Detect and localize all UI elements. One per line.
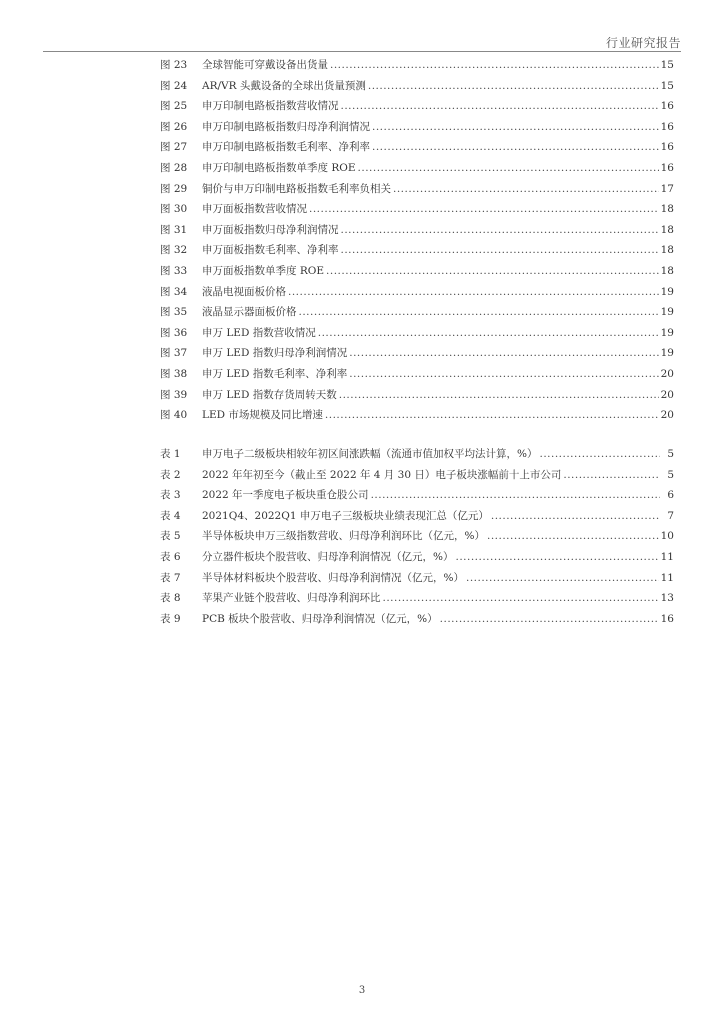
toc-row[interactable] [160,282,674,303]
toc-label: 表 2 [160,468,181,481]
toc-row[interactable] [160,609,674,630]
toc-label: 图 23 [160,59,188,71]
toc-label: 图 29 [160,182,188,195]
toc-title: 申万印制电路板指数营收情况 [202,100,339,113]
toc-page-number: 19 [660,326,674,339]
toc-page-number: 11 [660,550,674,563]
header-divider [43,51,681,52]
toc-row[interactable] [160,588,674,609]
toc-title: 申万印制电路板指数单季度 ROE [202,161,356,174]
toc-leader-dots [539,444,660,465]
toc-label: 图 34 [160,285,188,298]
toc-title: 苹果产业链个股营收、归母净利润环比 [202,592,381,605]
toc-label: 表 6 [160,550,181,563]
toc-label: 表 7 [160,571,181,584]
toc-page-number: 5 [667,468,674,481]
toc-label: 图 32 [160,244,188,257]
toc-row[interactable] [160,343,674,364]
toc-label: 图 28 [160,161,188,174]
toc-row[interactable] [160,302,674,323]
toc-title: AR/VR 头戴设备的全球出货量预测 [202,79,366,92]
toc-page-number: 7 [667,509,674,522]
toc-page-number: 6 [667,489,674,502]
toc-title: 申万电子二级板块相较年初区间涨跌幅（流通市值加权平均法计算，%） [202,448,538,460]
toc-page-number: 20 [660,388,674,401]
table-list [160,444,674,629]
toc-page-number: 18 [660,203,674,216]
toc-leader-dots [371,485,660,506]
toc-leader-dots [563,465,660,486]
toc-title: 申万面板指数营收情况 [202,203,307,216]
toc-label: 图 25 [160,100,188,113]
toc-title: 2021Q4、2022Q1 申万电子三级板块业绩表现汇总（亿元） [202,509,489,522]
toc-row[interactable] [160,364,674,385]
toc-label: 图 35 [160,306,188,319]
toc-leader-dots [358,158,659,179]
toc-label: 图 38 [160,367,188,380]
toc-page-number: 17 [660,182,674,195]
toc-leader-dots [466,568,659,589]
toc-row[interactable] [160,240,674,261]
toc-page-number: 20 [660,367,674,380]
toc-row[interactable] [160,506,674,527]
toc-leader-dots [330,55,659,76]
toc-title: 半导体材料板块个股营收、归母净利润情况（亿元，%） [202,571,464,584]
toc-leader-dots [341,240,659,261]
toc-leader-dots [349,343,658,364]
toc-label: 图 30 [160,203,188,216]
toc-leader-dots [341,220,659,241]
toc-leader-dots [393,179,659,200]
toc-page-number: 11 [660,571,674,584]
toc-title: 申万 LED 指数营收情况 [202,326,316,339]
toc-page-number: 20 [660,409,674,422]
toc-title: 液晶显示器面板价格 [202,306,297,319]
toc-label: 图 31 [160,223,188,236]
toc-row[interactable] [160,323,674,344]
toc-page-number: 13 [660,592,674,605]
toc-row[interactable] [160,465,674,486]
toc-page-number: 15 [660,79,674,92]
toc-row[interactable] [160,76,674,97]
toc-label: 图 27 [160,141,188,154]
toc-row[interactable] [160,199,674,220]
toc-title: 全球智能可穿戴设备出货量 [202,59,328,71]
toc-row[interactable] [160,158,674,179]
toc-label: 图 26 [160,120,188,133]
toc-label: 图 37 [160,347,188,360]
toc-page-number: 18 [660,244,674,257]
toc-title: 申万面板指数毛利率、净利率 [202,244,339,257]
toc-title: 申万 LED 指数毛利率、净利率 [202,367,348,380]
toc-page-number: 19 [660,306,674,319]
toc-leader-dots [491,506,660,527]
toc-page-number: 18 [660,223,674,236]
toc-row[interactable] [160,220,674,241]
toc-page-number: 16 [660,612,674,625]
toc-label: 表 8 [160,592,181,605]
toc-leader-dots [288,282,659,303]
toc-row[interactable] [160,179,674,200]
toc-title: 申万面板指数归母净利润情况 [202,223,339,236]
toc-leader-dots [326,261,659,282]
toc-leader-dots [383,588,659,609]
toc-label: 表 5 [160,530,181,543]
toc-title: 2022 年年初至今（截止至 2022 年 4 月 30 日）电子板块涨幅前十上市公司 [202,468,562,481]
toc-label: 表 4 [160,509,181,522]
toc-title: 铜价与申万印制电路板指数毛利率负相关 [202,182,391,195]
toc-page-number: 16 [660,161,674,174]
toc-row[interactable] [160,547,674,568]
toc-title: 申万 LED 指数归母净利润情况 [202,347,348,360]
toc-row[interactable] [160,444,674,465]
toc-row[interactable] [160,485,674,506]
toc-title: 申万印制电路板指数归母净利润情况 [202,120,370,133]
toc-title: 申万面板指数单季度 ROE [202,264,325,277]
toc-title: 申万 LED 指数存货周转天数 [202,388,337,401]
toc-row[interactable] [160,261,674,282]
toc-row[interactable] [160,55,674,76]
toc-leader-dots [372,117,659,138]
toc-leader-dots [487,526,659,547]
toc-page-number: 18 [660,264,674,277]
toc-page-number: 16 [660,120,674,133]
toc-title: 2022 年一季度电子板块重仓股公司 [202,489,369,502]
toc-label: 图 39 [160,388,188,401]
toc-leader-dots [299,302,659,323]
toc-page-number: 5 [667,448,674,460]
figure-list [160,55,674,426]
toc-leader-dots [368,76,659,97]
toc-row[interactable] [160,137,674,158]
toc-label: 图 40 [160,409,188,422]
toc-label: 图 24 [160,79,188,92]
toc-leader-dots [440,609,659,630]
toc-title: 申万印制电路板指数毛利率、净利率 [202,141,370,154]
toc-leader-dots [309,199,659,220]
toc-leader-dots [455,547,658,568]
toc-label: 表 1 [160,448,181,460]
toc-label: 表 3 [160,489,181,502]
toc-title: 半导体板块申万三级指数营收、归母净利润环比（亿元，%） [202,530,485,543]
toc-leader-dots [318,323,659,344]
toc-row[interactable] [160,96,674,117]
toc-row[interactable] [160,405,674,426]
toc-page-number: 19 [660,285,674,298]
toc-leader-dots [339,385,659,406]
toc-page-number: 15 [660,59,674,71]
toc-title: 分立器件板块个股营收、归母净利润情况（亿元，%） [202,550,454,563]
toc-leader-dots [349,364,658,385]
toc-page-number: 16 [660,100,674,113]
toc-title: PCB 板块个股营收、归母净利润情况（亿元，%） [202,612,438,625]
page-number: 3 [358,985,366,996]
toc-row[interactable] [160,526,674,547]
report-header-title: 行业研究报告 [605,36,681,50]
toc-leader-dots [325,405,659,426]
toc-page-number: 10 [660,530,674,543]
toc-page-number: 16 [660,141,674,154]
toc-title: 液晶电视面板价格 [202,285,286,298]
toc-title: LED 市场规模及同比增速 [202,409,323,422]
toc-leader-dots [341,96,659,117]
toc-label: 图 33 [160,264,188,277]
toc-leader-dots [372,137,659,158]
toc-page-number: 19 [660,347,674,360]
toc-label: 图 36 [160,326,188,339]
toc-row[interactable] [160,117,674,138]
toc-row[interactable] [160,568,674,589]
toc-label: 表 9 [160,612,181,625]
toc-row[interactable] [160,385,674,406]
